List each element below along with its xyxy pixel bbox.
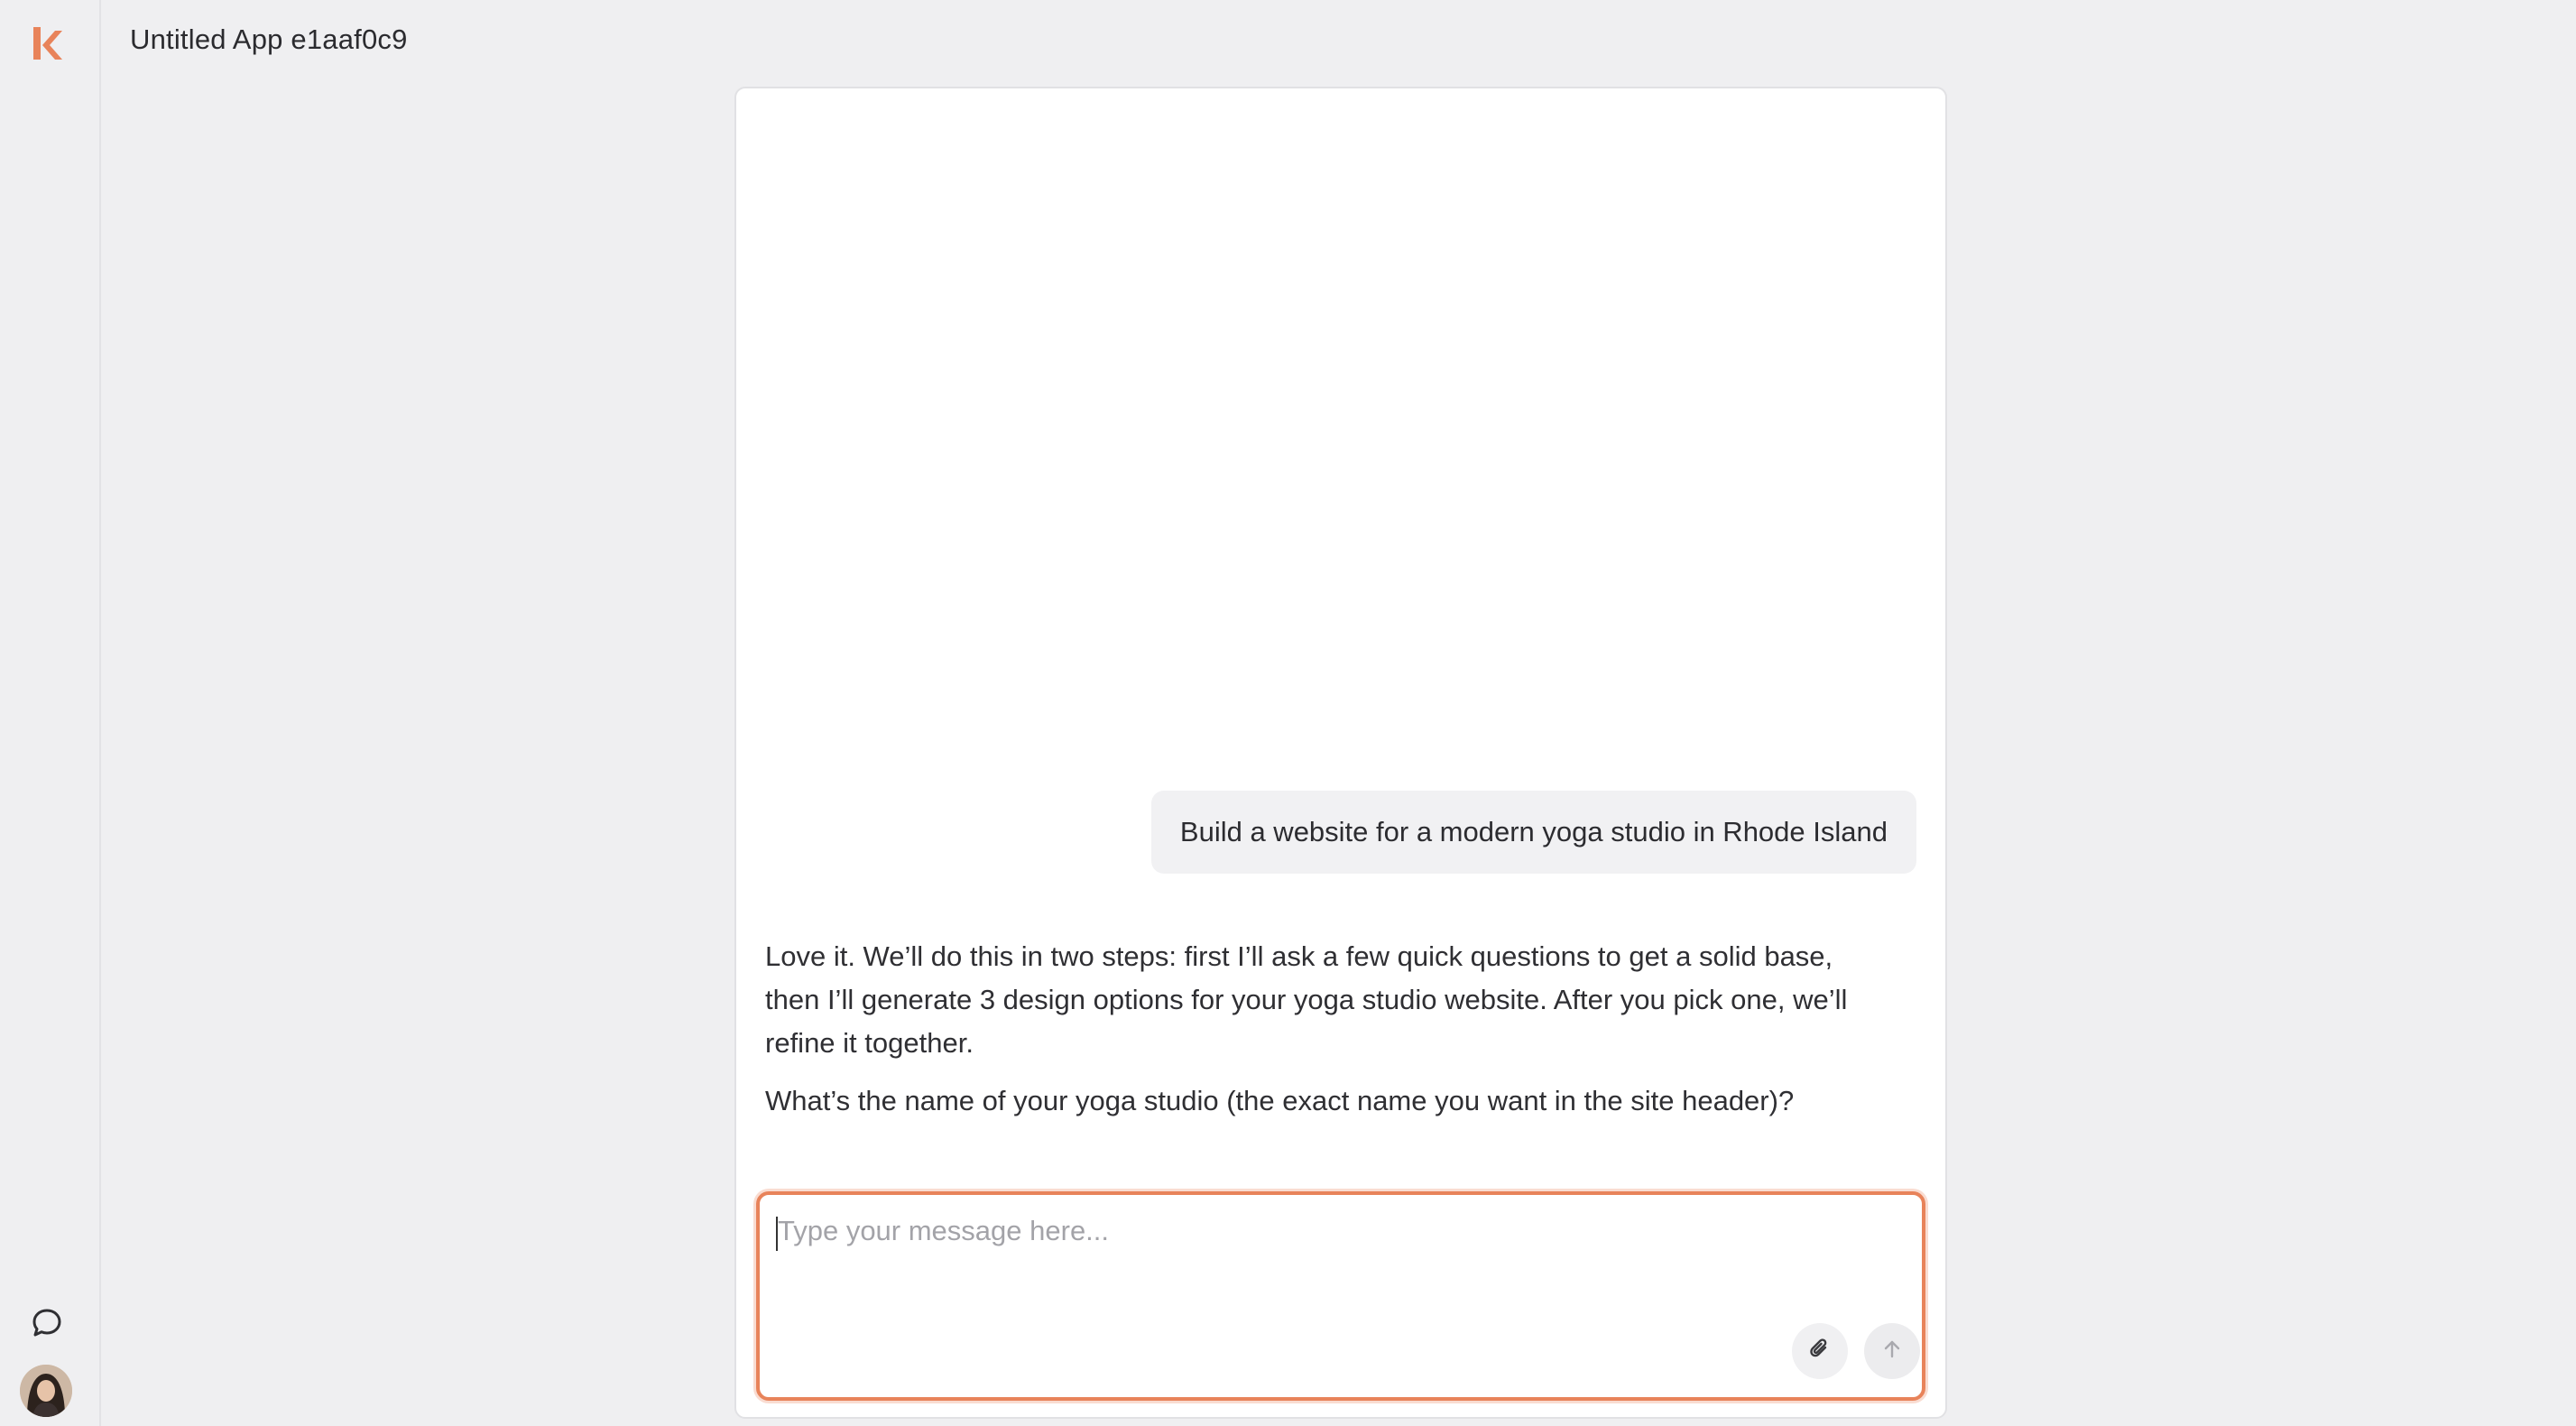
text-caret — [776, 1217, 778, 1251]
user-avatar[interactable] — [20, 1365, 72, 1417]
user-message-text: Build a website for a modern yoga studio in Rhode Island — [1179, 816, 1888, 847]
paperclip-icon — [1806, 1336, 1833, 1367]
message-composer — [756, 1191, 1925, 1401]
chat-panel — [734, 87, 1947, 1419]
user-message-bubble — [1151, 791, 1916, 874]
attach-button[interactable] — [1792, 1323, 1848, 1379]
assistant-message-paragraph: Love it. We’ll do this in two steps: first I’ll ask a few quick questions to get a solid base, then I’ll generate 3 design options for your yoga studio website. After you pick one, we’ll refine it together. — [765, 940, 1848, 1059]
chat-bubble-icon[interactable] — [27, 1303, 67, 1343]
arrow-up-icon — [1880, 1338, 1904, 1366]
k-logo-icon[interactable] — [30, 25, 66, 61]
app-title: Untitled App e1aaf0c9 — [130, 23, 408, 55]
message-input[interactable] — [776, 1213, 1898, 1325]
send-button[interactable] — [1864, 1323, 1920, 1379]
left-sidebar — [0, 0, 101, 1426]
assistant-message — [765, 935, 1875, 1137]
assistant-message-paragraph: What’s the name of your yoga studio (the exact name you want in the site header)? — [765, 1085, 1795, 1116]
